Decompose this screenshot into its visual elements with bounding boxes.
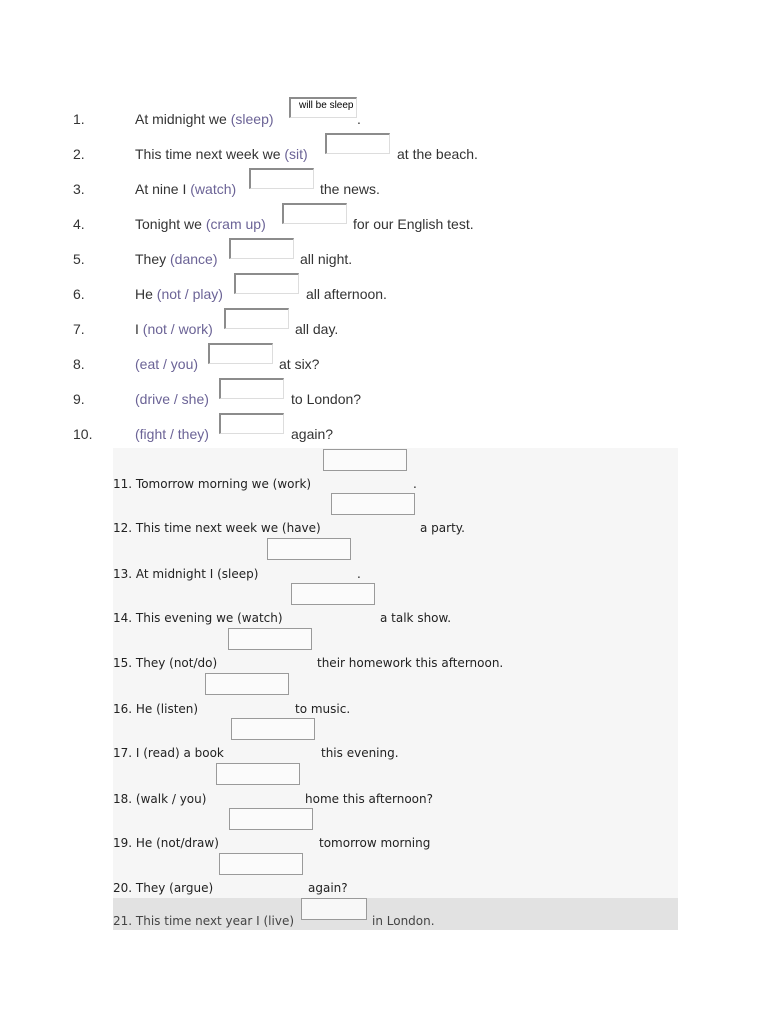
question-stem: 11. Tomorrow morning we (work): [113, 477, 312, 491]
verb-hint: (watch): [190, 181, 237, 197]
question-ending: .: [357, 111, 361, 127]
question-text: [135, 426, 209, 442]
question-number: 9.: [73, 391, 85, 407]
question-stem: 18. (walk / you): [113, 792, 207, 806]
verb-hint: (fight / they): [135, 426, 209, 442]
question-text: [135, 111, 274, 127]
exercise-panel: [113, 448, 678, 898]
question-number: 8.: [73, 356, 85, 372]
answer-input[interactable]: [331, 493, 415, 515]
question-stem: They: [135, 251, 171, 267]
answer-input[interactable]: [282, 203, 347, 224]
question-ending: this evening.: [321, 746, 399, 760]
question-stem: He: [135, 286, 157, 302]
answer-input[interactable]: [219, 378, 284, 399]
question-ending: all day.: [295, 321, 339, 337]
question-ending: a party.: [420, 521, 465, 535]
question-ending: in London.: [372, 914, 435, 928]
question-ending: again?: [308, 881, 348, 895]
question-ending: home this afternoon?: [305, 792, 433, 806]
verb-hint: (eat / you): [135, 356, 199, 372]
answer-input[interactable]: [205, 673, 289, 695]
answer-input[interactable]: will be sleep: [289, 97, 357, 118]
question-text: [135, 181, 236, 197]
verb-hint: (cram up): [205, 216, 266, 232]
answer-input[interactable]: [301, 898, 367, 920]
question-number: 4.: [73, 216, 85, 232]
question-text: [135, 356, 198, 372]
question-text: [135, 146, 308, 162]
question-ending: to London?: [291, 391, 362, 407]
answer-input[interactable]: [267, 538, 351, 560]
question-ending: at six?: [279, 356, 320, 372]
question-ending: all afternoon.: [306, 286, 387, 302]
answer-input[interactable]: [325, 133, 390, 154]
question-ending: their homework this afternoon.: [317, 656, 504, 670]
answer-input[interactable]: [219, 853, 303, 875]
answer-input[interactable]: [229, 808, 313, 830]
question-number: 1.: [73, 111, 85, 127]
verb-hint: (not / work): [142, 321, 213, 337]
answer-input[interactable]: [216, 763, 300, 785]
question-number: 5.: [73, 251, 85, 267]
question-text: [135, 216, 266, 232]
question-stem: 14. This evening we (watch): [113, 611, 283, 625]
question-text: [135, 321, 213, 337]
verb-hint: (dance): [170, 251, 218, 267]
answer-input[interactable]: [224, 308, 289, 329]
question-stem: Tonight we: [135, 216, 206, 232]
question-ending: all night.: [300, 251, 353, 267]
question-stem: 21. This time next year I (live): [113, 914, 295, 928]
question-stem: 12. This time next week we (have): [113, 521, 321, 535]
question-text: [135, 286, 223, 302]
question-text: [135, 251, 217, 267]
answer-input[interactable]: [291, 583, 375, 605]
question-stem: At midnight we: [135, 111, 231, 127]
question-ending: .: [357, 567, 361, 581]
answer-input[interactable]: [229, 238, 294, 259]
verb-hint: (sleep): [230, 111, 274, 127]
verb-hint: (sit): [284, 146, 308, 162]
question-stem: I: [135, 321, 143, 337]
answer-input[interactable]: [323, 449, 407, 471]
question-stem: 13. At midnight I (sleep): [113, 567, 259, 581]
answer-input[interactable]: [234, 273, 299, 294]
answer-input[interactable]: [249, 168, 314, 189]
answer-input[interactable]: [228, 628, 312, 650]
question-stem: 16. He (listen): [113, 702, 199, 716]
question-stem: 20. They (argue): [113, 881, 214, 895]
question-stem: 15. They (not/do): [113, 656, 218, 670]
question-ending: tomorrow morning: [319, 836, 431, 850]
question-ending: for our English test.: [353, 216, 474, 232]
question-stem: 19. He (not/draw): [113, 836, 219, 850]
question-ending: the news.: [320, 181, 380, 197]
answer-input[interactable]: [208, 343, 273, 364]
question-text: [135, 391, 209, 407]
question-stem: At nine I: [135, 181, 191, 197]
question-ending: .: [413, 477, 417, 491]
question-ending: to music.: [295, 702, 351, 716]
verb-hint: (drive / she): [135, 391, 209, 407]
question-number: 7.: [73, 321, 85, 337]
question-ending: again?: [291, 426, 334, 442]
question-number: 10.: [73, 426, 93, 442]
question-number: 3.: [73, 181, 85, 197]
question-number: 2.: [73, 146, 85, 162]
question-number: 6.: [73, 286, 85, 302]
question-stem: This time next week we: [135, 146, 285, 162]
verb-hint: (not / play): [156, 286, 223, 302]
question-ending: a talk show.: [380, 611, 452, 625]
answer-input[interactable]: [219, 413, 284, 434]
question-stem: 17. I (read) a book: [113, 746, 224, 760]
answer-input[interactable]: [231, 718, 315, 740]
question-ending: at the beach.: [397, 146, 478, 162]
